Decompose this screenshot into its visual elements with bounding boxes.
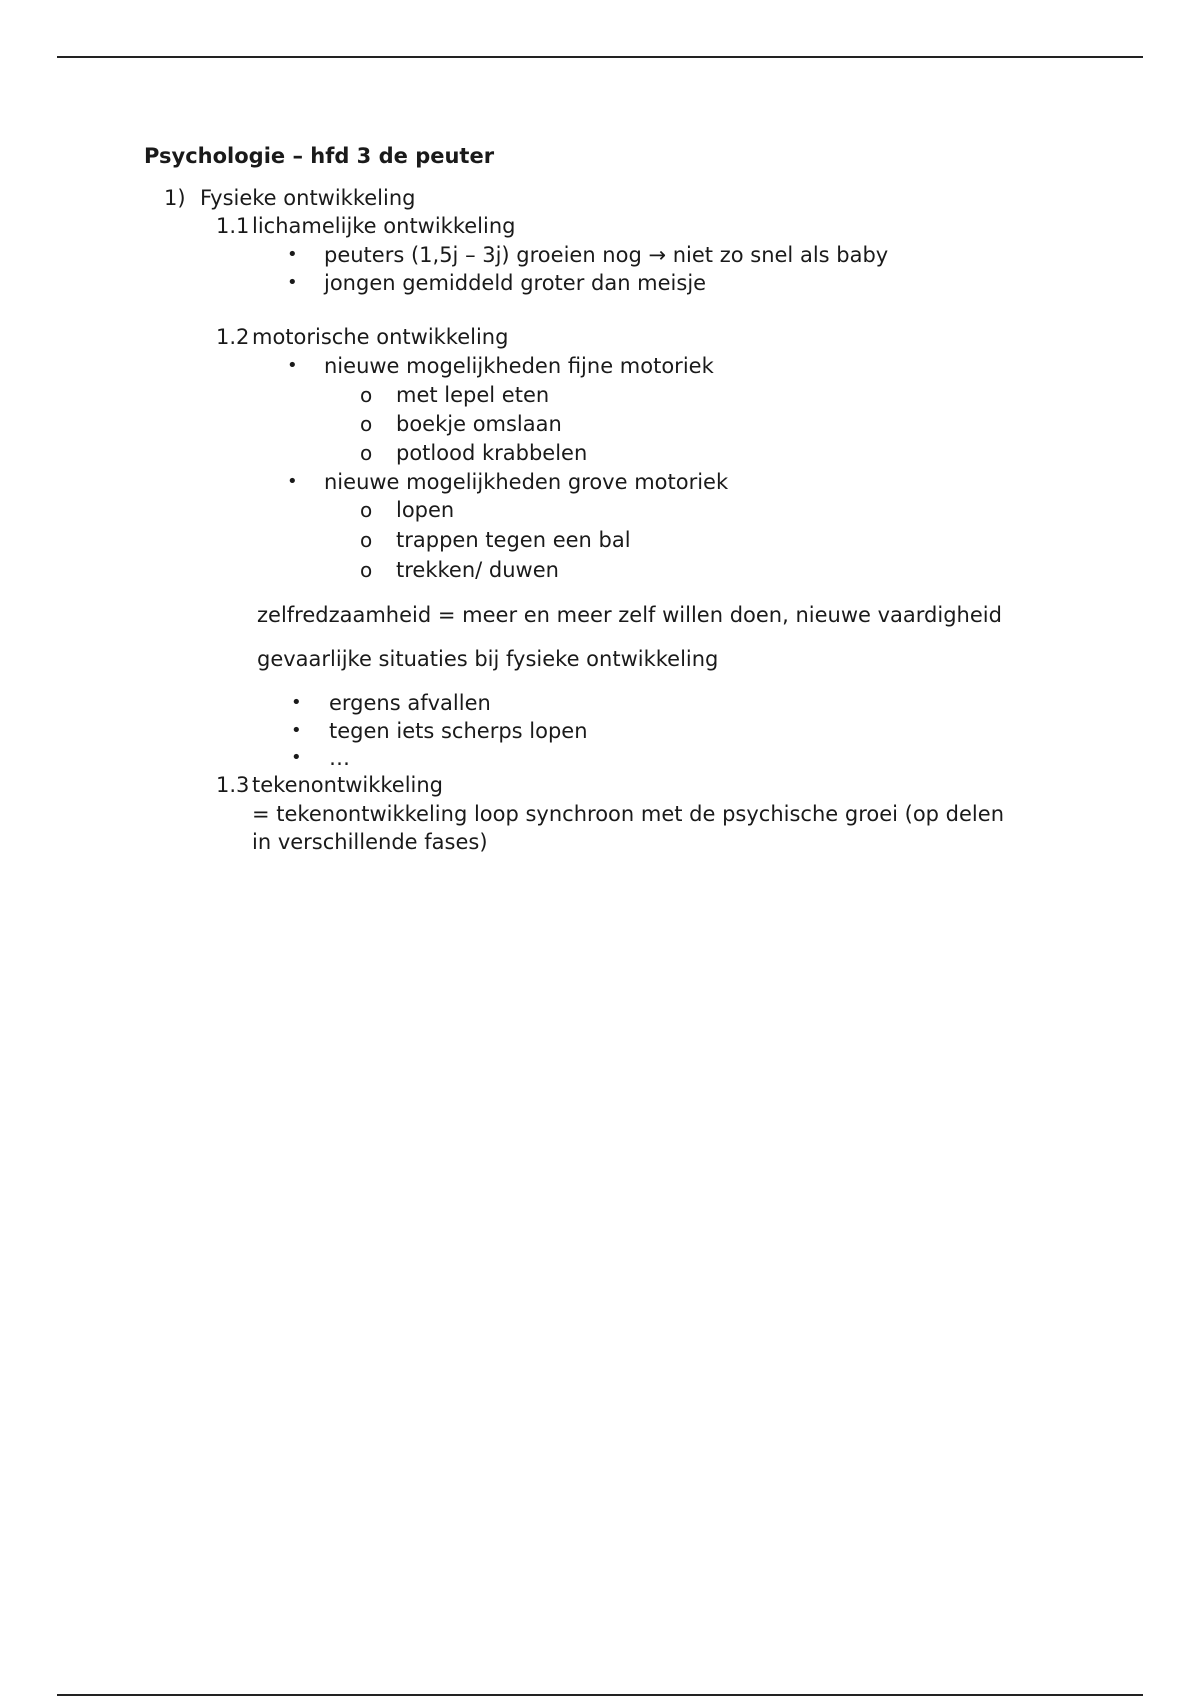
- sub-bullet-icon: o: [360, 412, 373, 436]
- subsection-1-3-number: 1.3: [216, 773, 250, 797]
- sub-bullet-icon: o: [360, 558, 373, 582]
- sub-bullet-icon: o: [360, 528, 373, 552]
- subsection-1-2-label: motorische ontwikkeling: [252, 325, 509, 349]
- list-item: potlood krabbelen: [396, 441, 588, 465]
- list-item: trappen tegen een bal: [396, 528, 631, 552]
- list-item: ergens afvallen: [329, 691, 491, 715]
- subsection-1-1-label: lichamelijke ontwikkeling: [252, 214, 516, 238]
- section-1-number: 1): [164, 186, 186, 210]
- bullet-icon: •: [287, 355, 298, 376]
- list-item: trekken/ duwen: [396, 558, 559, 582]
- bullet-icon: •: [291, 692, 302, 713]
- bullet-icon: •: [291, 720, 302, 741]
- bullet-icon: •: [291, 747, 302, 768]
- page-title: Psychologie – hfd 3 de peuter: [144, 144, 495, 168]
- bullet-icon: •: [287, 471, 298, 492]
- danger-heading: gevaarlijke situaties bij fysieke ontwikkeling: [257, 647, 719, 671]
- list-item: …: [329, 746, 350, 770]
- body-text: in verschillende fases): [252, 830, 488, 854]
- subsection-1-3-label: tekenontwikkeling: [252, 773, 443, 797]
- list-item: jongen gemiddeld groter dan meisje: [324, 271, 707, 295]
- bullet-icon: •: [287, 244, 298, 265]
- sub-bullet-icon: o: [360, 383, 373, 407]
- top-rule: [57, 56, 1143, 58]
- subsection-1-2-number: 1.2: [216, 325, 250, 349]
- sub-bullet-icon: o: [360, 498, 373, 522]
- subsection-1-1-number: 1.1: [216, 214, 250, 238]
- list-item: tegen iets scherps lopen: [329, 719, 588, 743]
- definition-text: zelfredzaamheid = meer en meer zelf willen doen, nieuwe vaardigheid: [257, 603, 1002, 627]
- sub-bullet-icon: o: [360, 441, 373, 465]
- list-item: nieuwe mogelijkheden fijne motoriek: [324, 354, 714, 378]
- list-item: boekje omslaan: [396, 412, 562, 436]
- bottom-rule: [57, 1694, 1143, 1696]
- list-item: nieuwe mogelijkheden grove motoriek: [324, 470, 729, 494]
- list-item: lopen: [396, 498, 455, 522]
- section-1-label: Fysieke ontwikkeling: [200, 186, 416, 210]
- bullet-icon: •: [287, 272, 298, 293]
- body-text: = tekenontwikkeling loop synchroon met de psychische groei (op delen: [252, 802, 1005, 826]
- list-item: met lepel eten: [396, 383, 550, 407]
- list-item: peuters (1,5j – 3j) groeien nog → niet zo snel als baby: [324, 243, 889, 267]
